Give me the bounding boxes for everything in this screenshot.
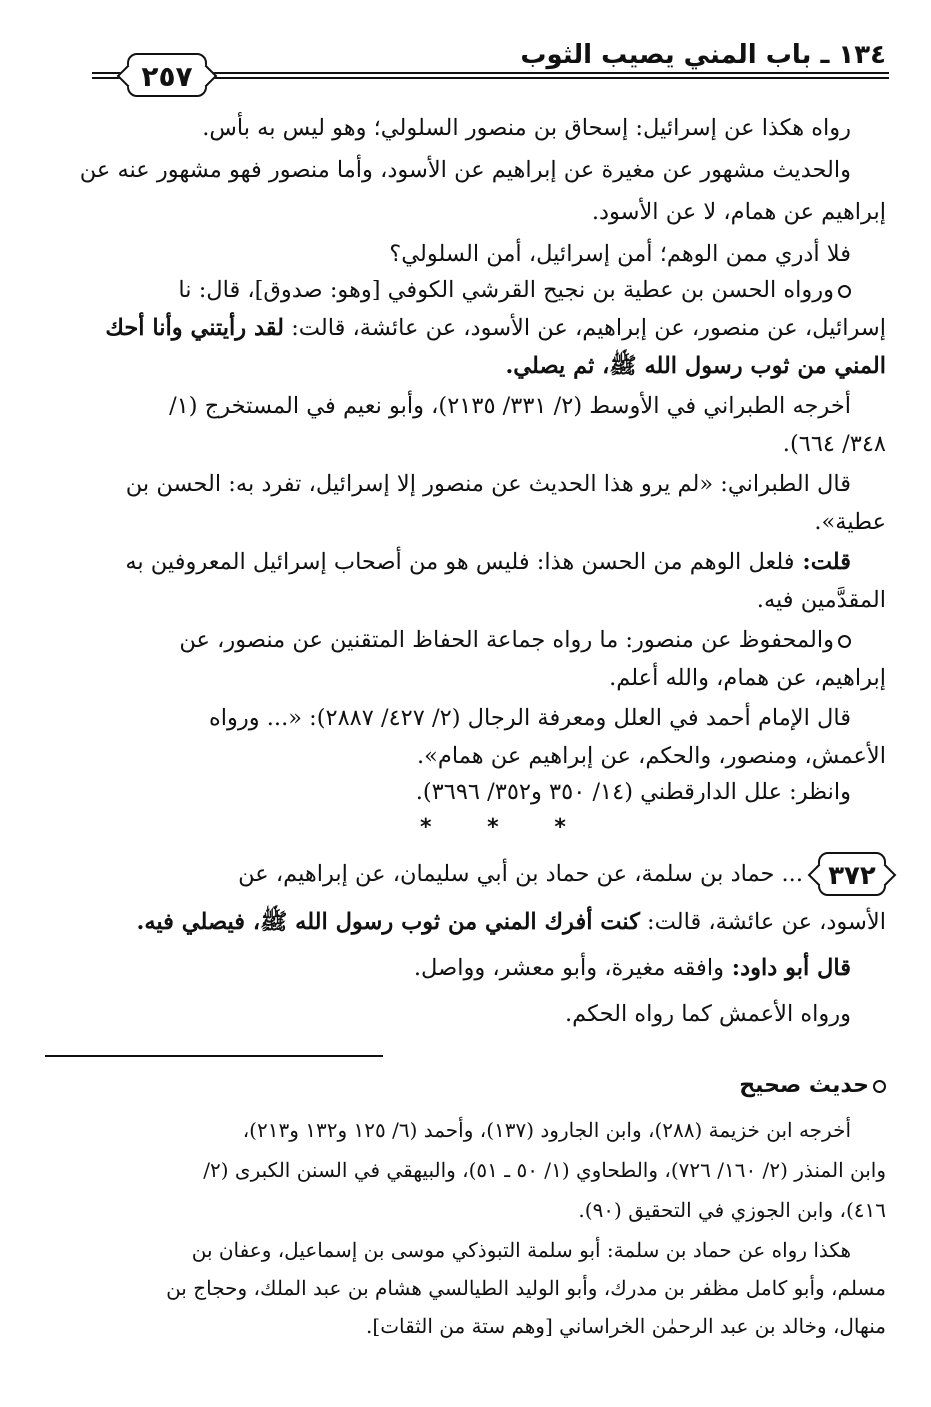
bullet-icon: [838, 285, 851, 298]
hadith-line: ورواه الأعمش كما رواه الحكم.: [565, 1001, 851, 1027]
body-line-text: إسرائيل، عن منصور، عن إبراهيم، عن الأسود، عن عائشة، قالت:: [284, 315, 886, 341]
hadith-line-text: الأسود، عن عائشة، قالت:: [639, 909, 886, 935]
hadith-matn: كنت أفرك المني من ثوب رسول الله ﷺ، فيصلي فيه.: [136, 909, 640, 935]
quoted-hadith: لقد رأيتني وأنا أحك: [105, 315, 285, 341]
hadith-line: [45, 900, 886, 944]
body-line: الأعمش، ومنصور، والحكم، عن إبراهيم عن همام».: [417, 743, 886, 769]
grade-icon: [873, 1080, 886, 1093]
header-rule: [210, 72, 889, 74]
takhrij-line: ٤١٦)، وابن الجوزي في التحقيق (٩٠).: [578, 1198, 886, 1222]
grade-label: حديث صحيح: [739, 1073, 869, 1098]
hadith-grade: [739, 1073, 886, 1098]
footnote-rule: [45, 1055, 383, 1057]
body-line: قال الطبراني: «لم يرو هذا الحديث عن منصور إلا إسرائيل، تفرد به: الحسن بن: [125, 471, 851, 497]
takhrij-line: أخرجه ابن خزيمة (٢٨٨)، وابن الجارود (١٣٧)، وأحمد (٦/ ١٢٥ و١٣٢ و٢١٣)،: [242, 1118, 851, 1142]
body-line: رواه هكذا عن إسرائيل: إسحاق بن منصور السلولي؛ وهو ليس به بأس.: [202, 115, 851, 141]
body-line-text: والمحفوظ عن منصور: ما رواه جماعة الحفاظ المتقنين عن منصور، عن: [179, 627, 834, 653]
header-rule: [210, 77, 889, 79]
body-line: ٣٤٨/ ٦٦٤).: [782, 431, 886, 457]
section-separator: * * *: [420, 815, 590, 840]
takhrij-line: هكذا رواه عن حماد بن سلمة: أبو سلمة التبوذكي موسى بن إسماعيل، وعفان بن: [191, 1238, 851, 1262]
hadith-line: [45, 946, 851, 990]
hadith-number-badge: ٣٧٢: [818, 852, 886, 896]
hadith-line-text: وافقه مغيرة، وأبو معشر، وواصل.: [413, 955, 724, 981]
body-line: إبراهيم، عن همام، والله أعلم.: [609, 665, 886, 691]
body-line-text: ورواه الحسن بن عطية بن نجيح القرشي الكوفي [وهو: صدوق]، قال: نا: [178, 277, 834, 303]
chapter-title: ١٣٤ ـ باب المني يصيب الثوب: [520, 40, 886, 70]
body-line: أخرجه الطبراني في الأوسط (٢/ ٣٣١/ ٢١٣٥)، وأبو نعيم في المستخرج (١/: [169, 393, 851, 419]
takhrij-line: منهال، وخالد بن عبد الرحمٰن الخراساني [وهم ستة من الثقات].: [366, 1314, 886, 1338]
body-line-text: فلعل الوهم من الحسن هذا: فليس هو من أصحاب إسرائيل المعروفين به: [125, 549, 795, 575]
qultu-label: قلت:: [794, 549, 851, 575]
takhrij-line: مسلم، وأبو كامل مظفر بن مدرك، وأبو الوليد الطيالسي هشام بن عبد الملك، وحجاج بن: [166, 1276, 886, 1300]
body-line: المقدَّمين فيه.: [756, 587, 886, 613]
body-line: إبراهيم عن همام، لا عن الأسود.: [591, 199, 886, 225]
bullet-icon: [838, 635, 851, 648]
quoted-hadith-line: المني من ثوب رسول الله ﷺ، ثم يصلي.: [505, 353, 886, 379]
body-line: فلا أدري ممن الوهم؛ أمن إسرائيل، أمن السلولي؟: [389, 241, 851, 267]
hadith-line: ... حماد بن سلمة، عن حماد بن أبي سليمان، عن إبراهيم، عن: [238, 861, 803, 887]
body-line: والحديث مشهور عن مغيرة عن إبراهيم عن الأسود، وأما منصور فهو مشهور عنه عن: [79, 157, 851, 183]
abu-dawud-label: قال أبو داود:: [723, 955, 851, 981]
body-line: قال الإمام أحمد في العلل ومعرفة الرجال (٢/ ٤٢٧/ ٢٨٨٧): «... ورواه: [208, 705, 851, 731]
body-line: عطية».: [814, 509, 886, 535]
page-number-badge: ٢٥٧: [127, 53, 207, 97]
body-line: وانظر: علل الدارقطني (١٤/ ٣٥٠ و٣٥٢/ ٣٦٩٦).: [415, 779, 851, 805]
takhrij-line: وابن المنذر (٢/ ١٦٠/ ٧٢٦)، والطحاوي (١/ ٥٠ ـ ٥١)، والبيهقي في السنن الكبرى (٢/: [203, 1158, 886, 1182]
